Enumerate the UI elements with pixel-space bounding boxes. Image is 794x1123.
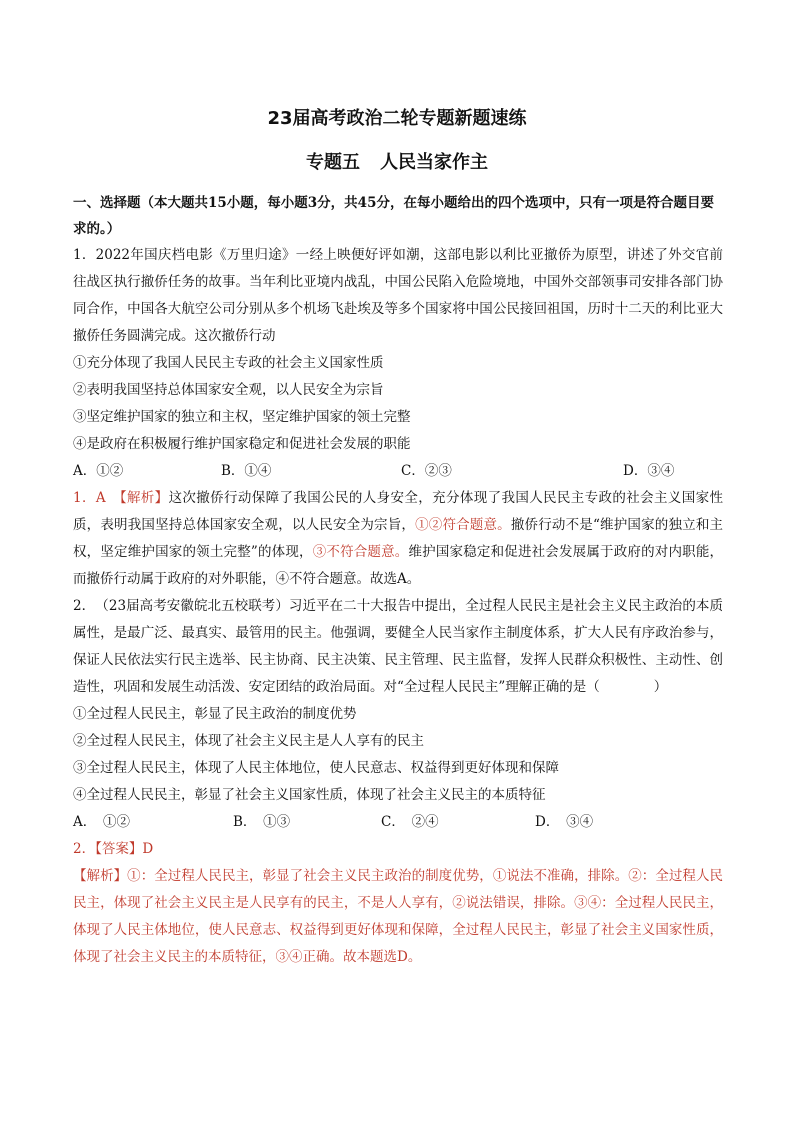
choice-d: D．③④ xyxy=(623,463,675,479)
subtitle-topic-name: 人民当家作主 xyxy=(380,152,488,173)
answer-note: ①②符合题意。 xyxy=(415,517,511,533)
answer-text: 撤侨行动不是“维护国家的独立和主权，坚定维护国家的领土完整”的体现， xyxy=(73,517,724,560)
choice-b: B． ①③ xyxy=(233,814,291,830)
choice-c: C．②③ xyxy=(401,463,452,479)
subtitle-topic-number: 专题五 xyxy=(306,152,360,173)
document-subtitle xyxy=(0,148,794,174)
analysis-label: 【解析】 xyxy=(73,868,128,884)
choice-b: B．①④ xyxy=(221,463,272,479)
choice-a: A．①② xyxy=(73,463,124,479)
question-1-option: ③坚定维护国家的独立和主权，坚定维护国家的领土完整 xyxy=(73,409,411,425)
question-1-answer xyxy=(73,485,723,593)
question-1-option: ①充分体现了我国人民民主专政的社会主义国家性质 xyxy=(73,355,384,371)
question-2-option: ②全过程人民民主，体现了社会主义民主是人人享有的民主 xyxy=(73,733,424,749)
choice-d: D． ③④ xyxy=(535,814,594,830)
question-2-option: ④全过程人民民主，彰显了社会主义国家性质，体现了社会主义民主的本质特征 xyxy=(73,787,546,803)
section-heading: 一、选择题（本大题共15小题，每小题3分，共45分，在每小题给出的四个选项中，只有一项是符合题目要求的。） xyxy=(73,195,714,237)
choice-c: C． ②④ xyxy=(381,814,439,830)
question-2-answer: 2．【答案】D xyxy=(73,841,154,857)
answer-note: ③不符合题意。 xyxy=(312,544,409,560)
question-2-stem: 2． （23届高考安徽皖北五校联考）习近平在二十大报告中提出，全过程人民民主是社会主义民主政治的本质属性，是最广泛、最真实、最管用的民主。他强调，要健全人民当家作主制度体系，扩大人民有序政治参与，保证人民依法实行民主选举、民主协商、民主决策、民主管理、民主监督，发挥人民群众积极性、主动性、创造性，巩固和发展生动活泼、安定团结的政治局面。对“全过程人民民主”理解正确的是（ ） xyxy=(73,598,723,695)
question-2 xyxy=(73,593,723,971)
question-1-stem: 1．2022年国庆档电影《万里归途》一经上映便好评如潮，这部电影以利比亚撤侨为原型，讲述了外交官前往战区执行撤侨任务的故事。当年利比亚境内战乱，中国公民陷入危险境地，中国外交部领事司安排各部门协同合作，中国各大航空公司分别从多个机场飞赴埃及等多个国家将中国公民接回祖国，历时十二天的利比亚大撤侨任务圆满完成。这次撤侨行动 xyxy=(73,247,723,344)
question-2-choices xyxy=(73,809,723,836)
document-title: 23届高考政治二轮专题新题速练 xyxy=(267,108,527,129)
question-2-analysis xyxy=(73,863,723,971)
answer-text: 维护国家稳定和促进社会发展属于政府的对内职能，而撤侨行动属于政府的对外职能，④不符合题意。故选A。 xyxy=(73,544,724,587)
question-2-option: ③全过程人民民主，体现了人民主体地位，使人民意志、权益得到更好体现和保障 xyxy=(73,760,559,776)
question-1-choices xyxy=(73,458,723,485)
question-1-option: ②表明我国坚持总体国家安全观，以人民安全为宗旨 xyxy=(73,382,384,398)
answer-label: 1．A 【解析】 xyxy=(73,490,169,506)
question-1-option: ④是政府在积极履行维护国家稳定和促进社会发展的职能 xyxy=(73,436,411,452)
answer-text: 这次撤侨行动保障了我国公民的人身安全，充分体现了我国人民民主专政的社会主义国家性质，表明我国坚持总体国家安全观，以人民安全为宗旨， xyxy=(73,490,724,533)
question-2-option: ①全过程人民民主，彰显了民主政治的制度优势 xyxy=(73,706,357,722)
analysis-text: ①：全过程人民民主，彰显了社会主义民主政治的制度优势，①说法不准确，排除。②：全过程人民民主，体现了社会主义民主是人民享有的民主，不是人人享有，②说法错误，排除。③④：全过程人民民主，体现了人民主体地位，使人民意志、权益得到更好体现和保障，全过程人民民主，彰显了社会主义国家性质，体现了社会主义民主的本质特征，③④正确。故本题选D。 xyxy=(73,868,724,965)
choice-a: A． ①② xyxy=(73,814,130,830)
question-1 xyxy=(73,242,723,593)
document-body xyxy=(73,190,723,971)
